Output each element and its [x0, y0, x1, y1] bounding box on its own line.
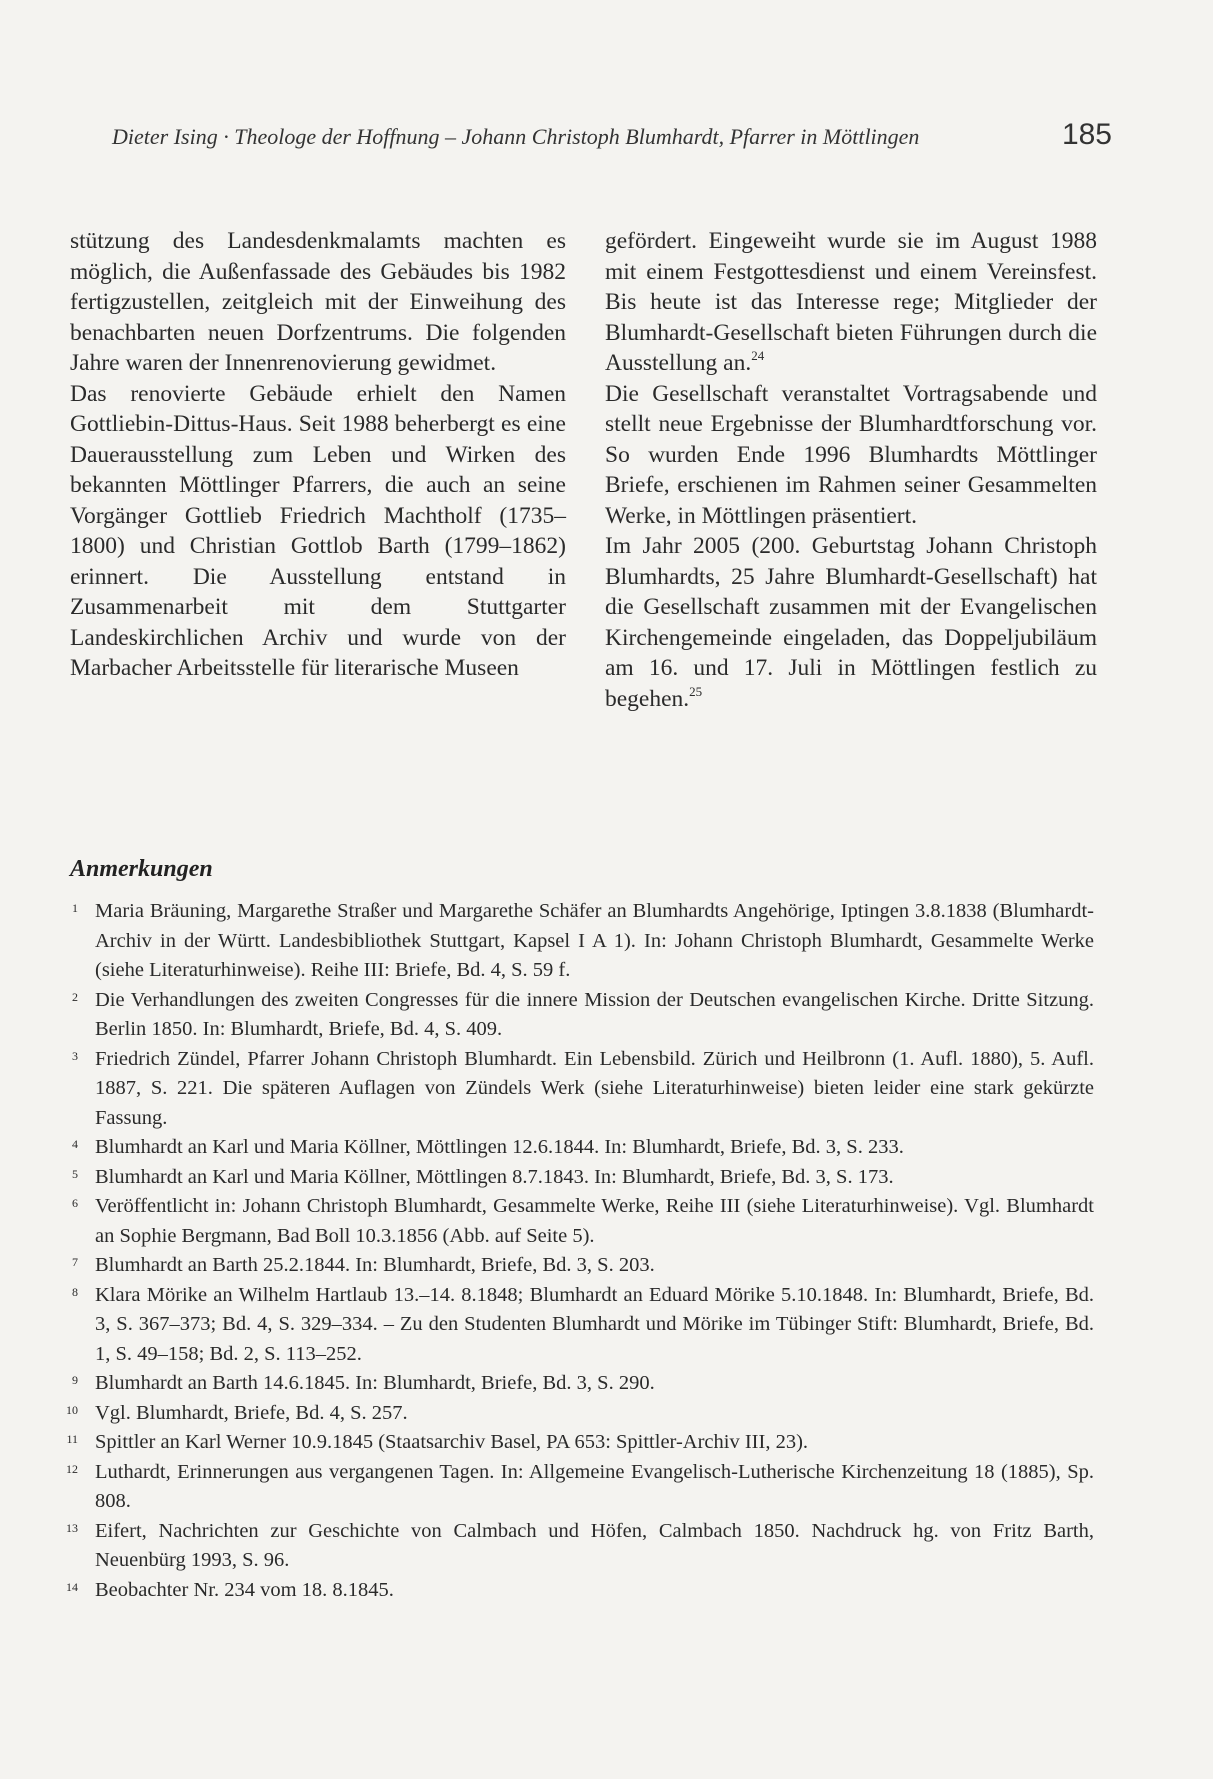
note-item	[62, 1458, 1094, 1517]
running-title: Dieter Ising · Theologe der Hoffnung – Johann Christoph Blumhardt, Pfarrer in Möttlingen	[112, 124, 920, 149]
note-item	[62, 1251, 1094, 1281]
note-item	[62, 1399, 1094, 1429]
note-number: 4	[72, 1137, 78, 1151]
page-number: 185	[1061, 118, 1112, 151]
note-text: Veröffentlicht in: Johann Christoph Blumhardt, Gesammelte Werke, Reihe III (siehe Literaturhinweise). Vgl. Blumhardt an Sophie Bergmann, Bad Boll 10.3.1856 (Abb. auf Seite 5).	[95, 1195, 1094, 1247]
paragraph: Das renovierte Gebäude erhielt den Namen Gottliebin-Dittus-Haus. Seit 1988 beherbergt es eine Dauerausstellung zum Leben und Wirken des bekannten Möttlinger Pfarrers, die auch an seine Vorgänger Gottlieb Friedrich Machtholf (1735–1800) und Christian Gottlob Barth (1799–1862) erinnert. Die Ausstellung entstand in Zusammenarbeit mit dem Stuttgarter Landeskirchlichen Archiv und wurde von der Marbacher Arbeitsstelle für literarische Museen	[70, 380, 566, 681]
paragraph: Im Jahr 2005 (200. Geburtstag Johann Christoph Blumhardts, 25 Jahre Blumhardt-Gesellschaft) hat die Gesellschaft zusammen mit der Evangelischen Kirchengemeinde eingeladen, das Doppeljubiläum am 16. und 17. Juli in Möttlingen festlich zu begehen.$^{25}$	[605, 533, 1097, 712]
note-item	[62, 1192, 1094, 1251]
note-text: Beobachter Nr. 234 vom 18. 8.1845.	[95, 1578, 394, 1601]
footnote-reference: 24	[751, 348, 765, 363]
note-item	[62, 897, 1094, 986]
note-item	[62, 1281, 1094, 1370]
note-text: Vgl. Blumhardt, Briefe, Bd. 4, S. 257.	[95, 1401, 408, 1424]
note-text: Blumhardt an Karl und Maria Köllner, Möttlingen 12.6.1844. In: Blumhardt, Briefe, Bd. 3, S. 233.	[95, 1136, 904, 1158]
note-item	[62, 1576, 1094, 1606]
note-item	[62, 986, 1094, 1045]
note-number: 12	[66, 1461, 78, 1476]
note-number: 3	[72, 1048, 78, 1063]
note-text: Spittler an Karl Werner 10.9.1845 (Staatsarchiv Basel, PA 653: Spittler-Archiv III, 23).	[95, 1431, 809, 1453]
note-number: 2	[72, 989, 78, 1004]
running-header	[112, 118, 1112, 158]
note-number: 8	[72, 1284, 78, 1299]
notes-list	[62, 897, 1094, 1605]
note-item	[62, 1133, 1094, 1163]
body-column-right	[605, 226, 1097, 714]
note-text: Blumhardt an Barth 25.2.1844. In: Blumhardt, Briefe, Bd. 3, S. 203.	[95, 1254, 655, 1276]
note-number: 5	[72, 1166, 78, 1181]
note-text: Klara Mörike an Wilhelm Hartlaub 13.–14. 8.1848; Blumhardt an Eduard Mörike 5.10.1848. In: Blumhardt, Briefe, Bd. 3, S. 367–373; Bd. 4, S. 329–334. – Zu den Studenten Blumhardt und Mörike im Tübinger Stift: Blumhardt, Briefe, Bd. 1, S. 49–158; Bd. 2, S. 113–252.	[95, 1283, 1094, 1365]
note-number: 11	[66, 1432, 78, 1446]
body-column-left	[70, 226, 566, 684]
note-text: Eifert, Nachrichten zur Geschichte von Calmbach und Höfen, Calmbach 1850. Nachdruck hg. von Fritz Barth, Neuenbürg 1993, S. 96.	[95, 1519, 1094, 1571]
note-text: Maria Bräuning, Margarethe Straßer und Margarethe Schäfer an Blumhardts Angehörige, Iptingen 3.8.1838 (Blumhardt-Archiv in der Württ. Landesbibliothek Stuttgart, Kapsel I A 1). In: Johann Christoph Blumhardt, Gesammelte Werke (siehe Literaturhinweise). Reihe III: Briefe, Bd. 4, S. 59 f.	[95, 900, 1094, 981]
note-number: 1	[72, 901, 78, 915]
note-item	[62, 1517, 1094, 1576]
paragraph: gefördert. Eingeweiht wurde sie im August 1988 mit einem Festgottesdienst und einem Vereinsfest. Bis heute ist das Interesse rege; Mitglieder der Blumhardt-Gesellschaft bieten Führungen durch die Ausstellung an.$^{24}$	[605, 228, 1097, 376]
note-text: Luthardt, Erinnerungen aus vergangenen Tagen. In: Allgemeine Evangelisch-Lutherische Kirchenzeitung 18 (1885), Sp. 808.	[95, 1460, 1094, 1512]
note-number: 14	[66, 1579, 78, 1594]
note-number: 6	[72, 1196, 78, 1210]
note-item	[62, 1045, 1094, 1134]
note-item	[62, 1428, 1094, 1458]
note-text: Die Verhandlungen des zweiten Congresses für die innere Mission der Deutschen evangelischen Kirche. Dritte Sitzung. Berlin 1850. In: Blumhardt, Briefe, Bd. 4, S. 409.	[95, 988, 1094, 1040]
note-text: Blumhardt an Barth 14.6.1845. In: Blumhardt, Briefe, Bd. 3, S. 290.	[95, 1372, 655, 1394]
note-text: Friedrich Zündel, Pfarrer Johann Christoph Blumhardt. Ein Lebensbild. Zürich und Heilbronn (1. Aufl. 1880), 5. Aufl. 1887, S. 221. Die späteren Auflagen von Zündels Werk (siehe Literaturhinweise) bieten leider eine stark gekürzte Fassung.	[95, 1047, 1094, 1129]
paragraph: Die Gesellschaft veranstaltet Vortragsabende und stellt neue Ergebnisse der Blumhardtforschung vor. So wurden Ende 1996 Blumhardts Möttlinger Briefe, erschienen im Rahmen seiner Gesammelten Werke, in Möttlingen präsentiert.	[605, 380, 1097, 529]
note-number: 13	[66, 1520, 78, 1535]
note-item	[62, 1163, 1094, 1193]
note-item	[62, 1369, 1094, 1399]
note-text: Blumhardt an Karl und Maria Köllner, Möttlingen 8.7.1843. In: Blumhardt, Briefe, Bd. 3, S. 173.	[95, 1165, 894, 1188]
footnote-reference: 25	[689, 683, 703, 699]
paragraph: stützung des Landesdenkmalamts machten es möglich, die Außenfassade des Gebäudes bis 1982 fertigzustellen, zeitgleich mit der Einweihung des benachbarten neuen Dorfzentrums. Die folgenden Jahre waren der Innenrenovierung gewidmet.	[70, 228, 566, 376]
notes-heading: Anmerkungen	[70, 856, 213, 882]
note-number: 10	[66, 1402, 78, 1417]
note-number: 7	[72, 1255, 78, 1269]
note-number: 9	[72, 1373, 78, 1387]
